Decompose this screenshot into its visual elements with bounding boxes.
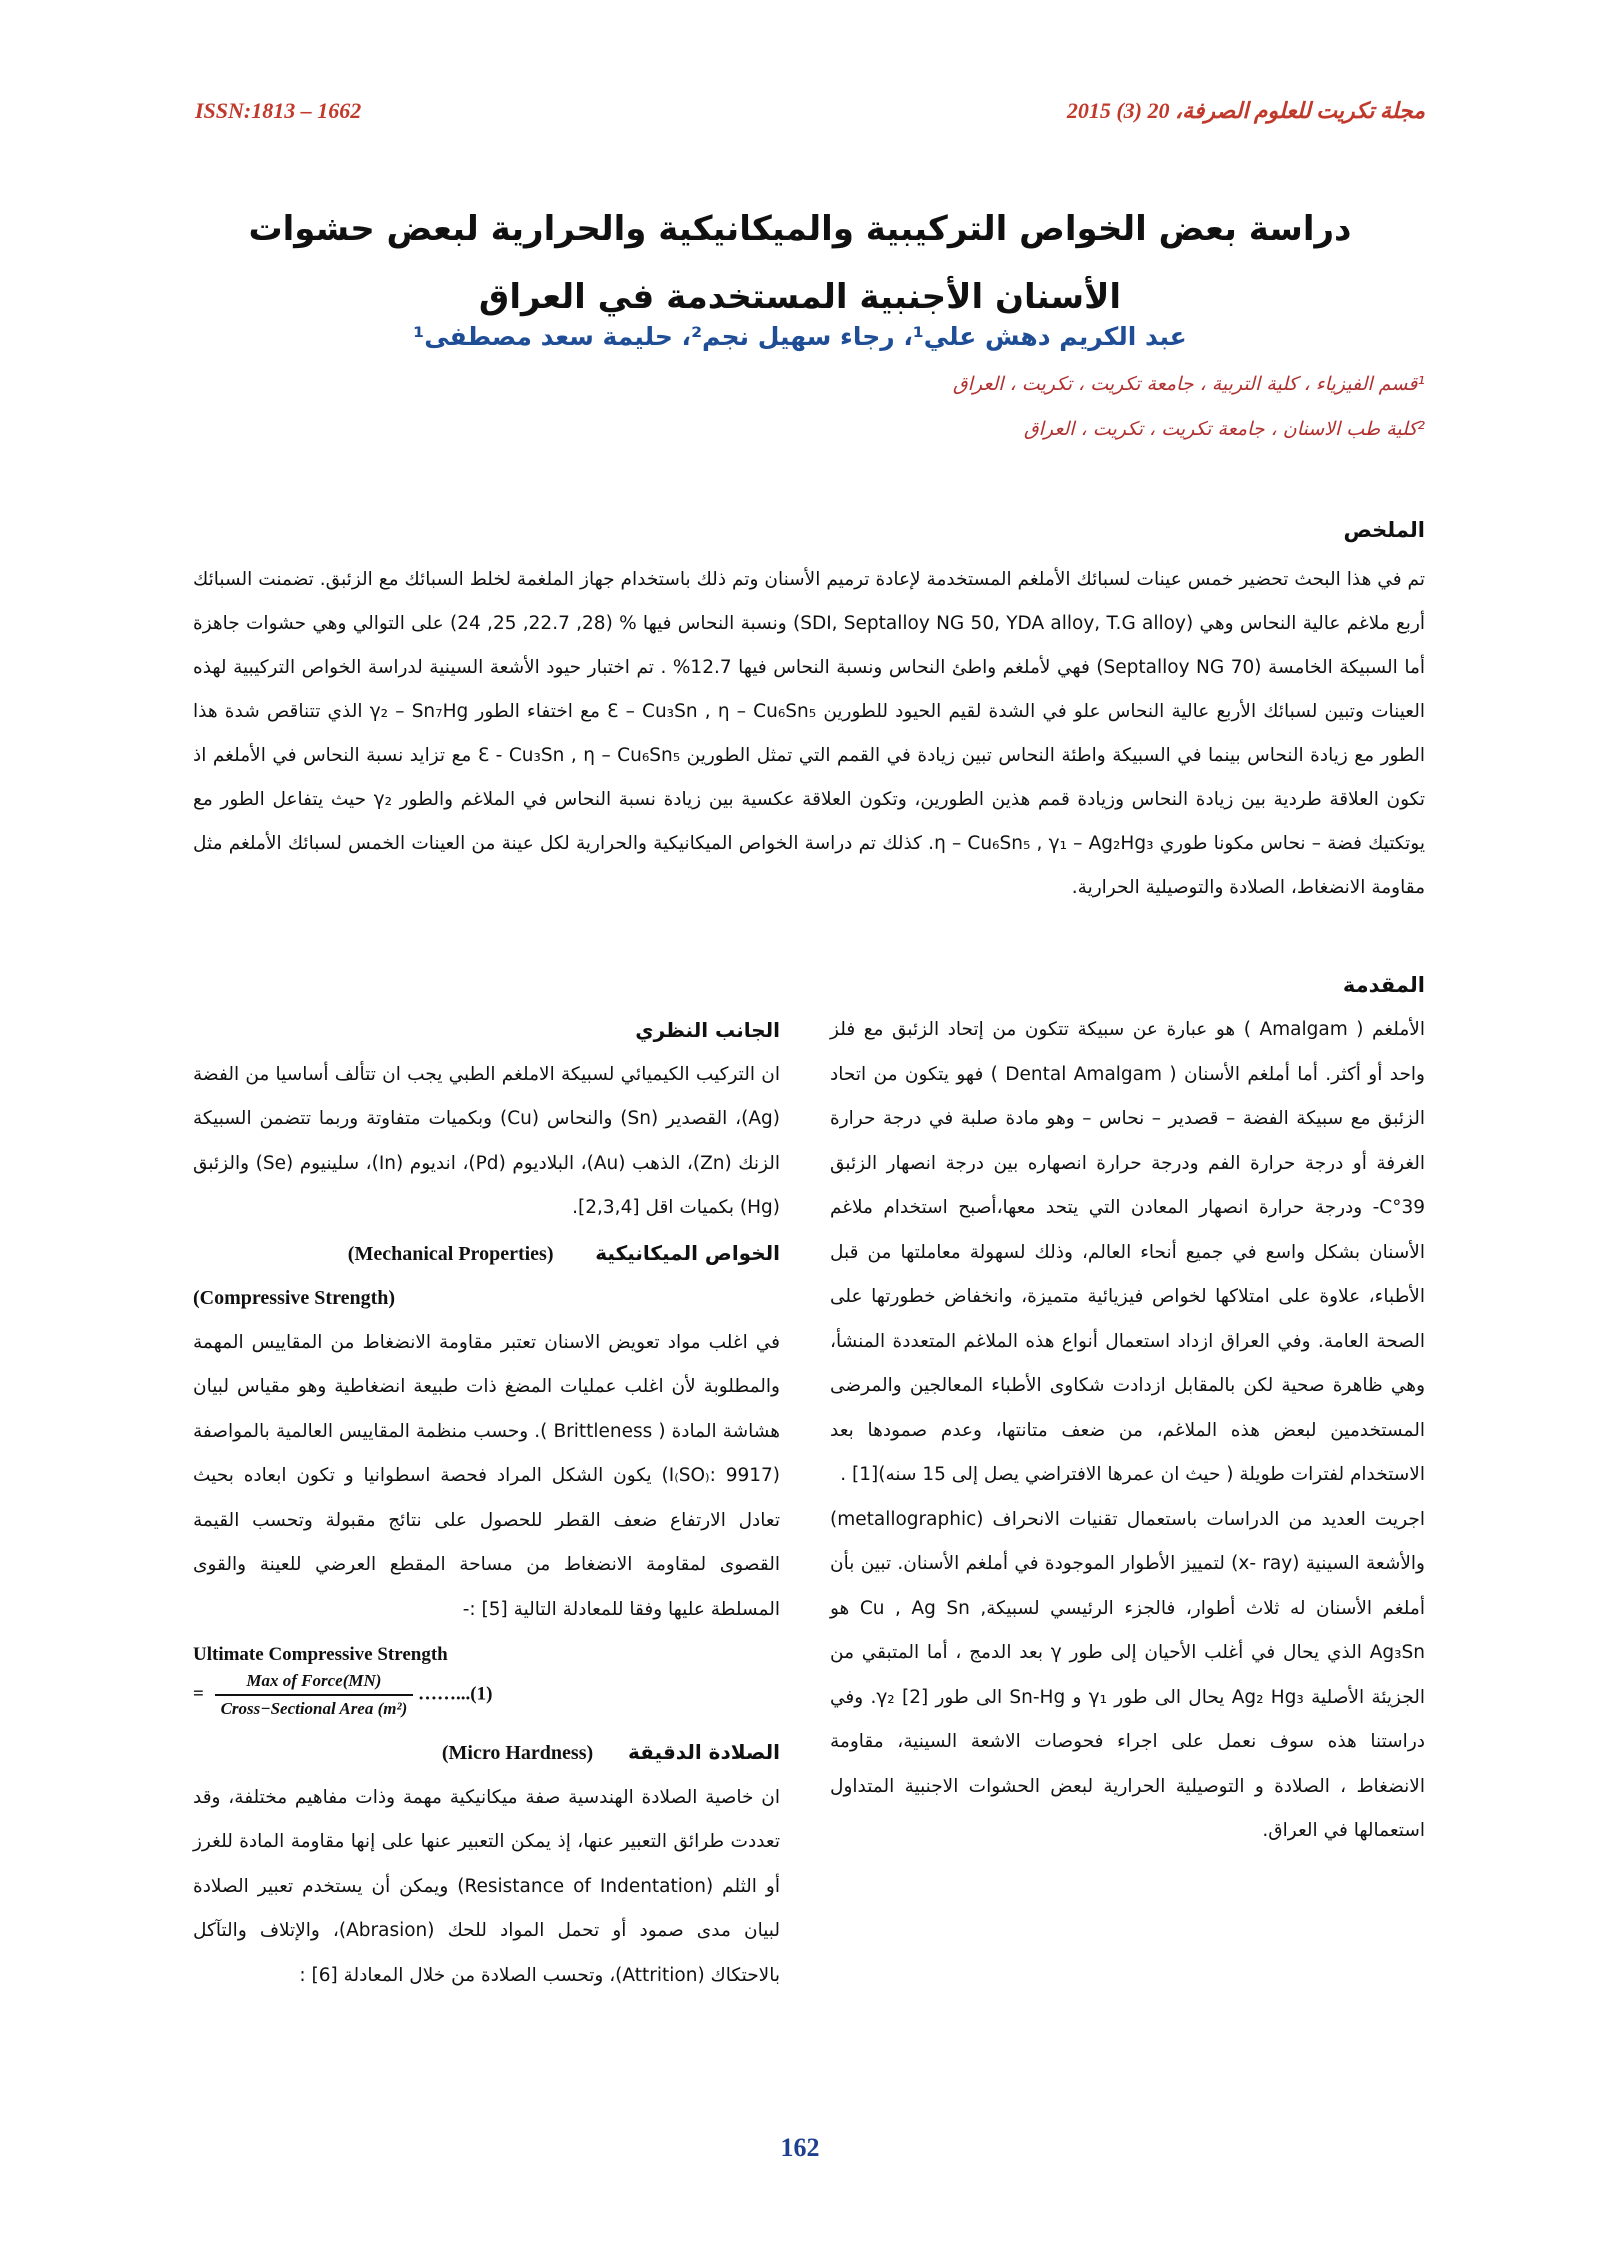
mechanical-heading-en: (Mechanical Properties) [347,1242,554,1265]
equation-numerator: Max of Force(MN) [215,1668,414,1696]
issn-label: ISSN:1813 – 1662 [195,98,362,123]
abstract-text: تم في هذا البحث تحضير خمس عينات لسبائك الأملغم المستخدمة لإعادة ترميم الأسنان وتم ذلك باستخدام جهاز الملغمة لخلط السبائك مع الزئبق. تضمنت السبائك أربع ملاغم عالية النحاس وهي (SDI, Septalloy NG 50, YDA alloy, T.G alloy) ونسبة النحاس فيها % (28, 22.7, 25, 24) على التوالي وهي حشوات جاهزة أما السبيكة الخامسة (Septalloy NG 70) فهي لأملغم واطئ النحاس ونسبة النحاس فيها 12.7% . تم اختبار حيود الأشعة السينية لدراسة الخواص التركيبية لهذه العينات وتبين لسبائك الأربع عالية النحاس علو في الشدة لقيم الحيود للطورين Ɛ – Cu₃Sn , η – Cu₆Sn₅ مع اختفاء الطور γ₂ – Sn₇Hg الذي تتناقص شدة هذا الطور مع زيادة النحاس بينما في السبيكة واطئة النحاس تبين زيادة في القمم التي تمثل الطورين Ɛ - Cu₃Sn , η – Cu₆Sn₅ مع تزايد نسبة النحاس في الأملغم اذ تكون العلاقة طردية بين زيادة النحاس وزيادة قمم هذين الطورين، وتكون العلاقة عكسية بين زيادة نسبة النحاس في الملاغم والطور γ₂ حيث يتفاعل الطور مع يوتكتيك فضة – نحاس مكونا طوري η – Cu₆Sn₅ , γ₁ – Ag₂Hg₃. كذلك تم دراسة الخواص الميكانيكية والحرارية لكل عينة من العينات الخمس لسبائك الأملغم مثل مقاومة الانضغاط، الصلادة والتوصيلية الحرارية. [193,569,1426,898]
equation-1 [193,1642,780,1722]
author-list: عبد الكريم دهش علي¹، رجاء سهيل نجم²، حليمة سعد مصطفى¹ [413,322,1187,351]
theory-heading: الجانب النظري [635,1018,780,1042]
equation-tag: ……...(1) [418,1683,493,1705]
abstract-heading: الملخص [1343,518,1425,542]
hardness-heading-ar: الصلادة الدقيقة [628,1740,780,1764]
equation-denominator: Cross−Sectional Area (m²) [220,1699,408,1718]
theory-paragraph-2: في اغلب مواد تعويض الاسنان تعتبر مقاومة الانضغاط من المقاييس المهمة والمطلوبة لأن اغلب عمليات المضغ ذات طبيعة انضغاطية وهو مقياس لبيان هشاشة المادة ( Brittleness ). وحسب منظمة المقاييس العالمية بالمواصفة (I₍SO₎: 9917) يكون الشكل المراد فحصة اسطوانيا و تكون ابعاده بحيث تعادل الارتفاع ضعف القطر للحصول على نتائج مقبولة وتحسب القيمة القصوى لمقاومة الانضغاط من مساحة المقطع العرضي للعينة والقوى المسلطة عليها وفقا للمعادلة التالية [5] :- [193,1331,780,1620]
affiliation-2: ²كلية طب الاسنان ، جامعة تكريت ، تكريت ، العراق [1023,418,1425,440]
theory-column [193,1008,780,1998]
mechanical-heading-ar: الخواص الميكانيكية [595,1240,780,1265]
equation-label: Ultimate Compressive Strength [193,1644,448,1665]
intro-paragraph-1: الأملغم ( Amalgam ) هو عبارة عن سبيكة تتكون من إتحاد الزئبق مع فلز واحد أو أكثر. أما أملغم الأسنان ( Dental Amalgam ) فهو يتكون من اتحاد الزئبق مع سبيكة الفضة – قصدير – نحاس – وهو مادة صلبة في درجة حرارة الغرفة أو درجة حرارة الفم ودرجة حرارة انصهاره بين درجة انصهار الزئبق 39°C- ودرجة حرارة انصهار المعادن التي يتحد معها،أصبح استخدام ملاغم الأسنان بشكل واسع في جميع أنحاء العالم، وذلك لسهولة معاملتها من قبل الأطباء، علاوة على امتلاكها لخواص فيزيائية متميزة، وانخفاض خطورتها على الصحة العامة. وفي العراق ازداد استعمال أنواع هذه الملاغم المتعددة المنشأ، وهي ظاهرة صحية لكن بالمقابل ازدادت شكاوى الأطباء المعالجين والمرضى المستخدمين لبعض هذه الملاغم، من ضعف متانتها، وعدم صمودها بعد الاستخدام لفترات طويلة ( حيث ان عمرها الافتراضي يصل إلى 15 سنه)[1] . [830,1019,1425,1485]
intro-column [830,1008,1425,1854]
journal-citation: مجلة تكريت للعلوم الصرفة، 20 (3) 2015 [1066,98,1425,123]
paper-title: دراسة بعض الخواص التركيبية والميكانيكية والحرارية لبعض حشوات الأسنان الأجنبية المستخدمة في العراق [248,209,1352,317]
compressive-heading: (Compressive Strength) [193,1287,396,1309]
page-number: 162 [780,2133,820,2162]
theory-paragraph-3: ان خاصية الصلادة الهندسية صفة ميكانيكية مهمة وذات مفاهيم مختلفة، وقد تعددت طرائق التعبير عنها، إذ يمكن التعبير عنها على إنها مقاومة المادة للغرز أو الثلم (Resistance of Indentation) ويمكن أن يستخدم تعبير الصلادة لبيان مدى صمود أو تحمل المواد للحك (Abrasion)، والإتلاف والتآكل بالاحتكاك (Attrition)، وتحسب الصلادة من خلال المعادلة [6] : [193,1786,781,1986]
theory-paragraph-1: ان التركيب الكيميائي لسبيكة الاملغم الطبي يجب ان تتألف أساسيا من الفضة (Ag)، القصدير (Sn) والنحاس (Cu) وبكميات متفاوتة وربما تتضمن السبيكة الزنك (Zn)، الذهب (Au)، البلاديوم (Pd)، انديوم (In)، سلينيوم (Se) والزئبق (Hg) بكميات اقل [2,3,4]. [193,1063,781,1218]
affiliation-1: ¹قسم الفيزياء ، كلية التربية ، جامعة تكريت ، تكريت ، العراق [952,373,1425,395]
intro-paragraph-2: اجريت العديد من الدراسات باستعمال تقنيات الانحراف (metallographic) والأشعة السينية (x- ray) لتمييز الأطوار الموجودة في أملغم الأسنان. تبين بأن أملغم الأسنان له ثلاث أطوار، فالجزء الرئيسي لسبيكة, Cu , Ag Sn هو Ag₃Sn الذي يحال في أغلب الأحيان إلى طور γ بعد الدمج ، أما المتبقي من الجزيئة الأصلية Ag₂ Hg₃ يحال الى طور γ₁ و Sn-Hg الى طور γ₂ [2]. وفي دراستنا هذه سوف نعمل على اجراء فحوصات الاشعة السينية، مقاومة الانضغاط ، الصلادة و التوصيلية الحرارية لبعض الحشوات الاجنبية المتداول استعمالها في العراق. [830,1508,1425,1841]
equation-equals: = [193,1683,204,1705]
equation-fraction [215,1668,414,1722]
intro-heading: المقدمة [1342,973,1425,997]
mechanical-heading [193,1231,780,1277]
hardness-heading-en: (Micro Hardness) [441,1742,594,1764]
hardness-heading [193,1730,780,1776]
